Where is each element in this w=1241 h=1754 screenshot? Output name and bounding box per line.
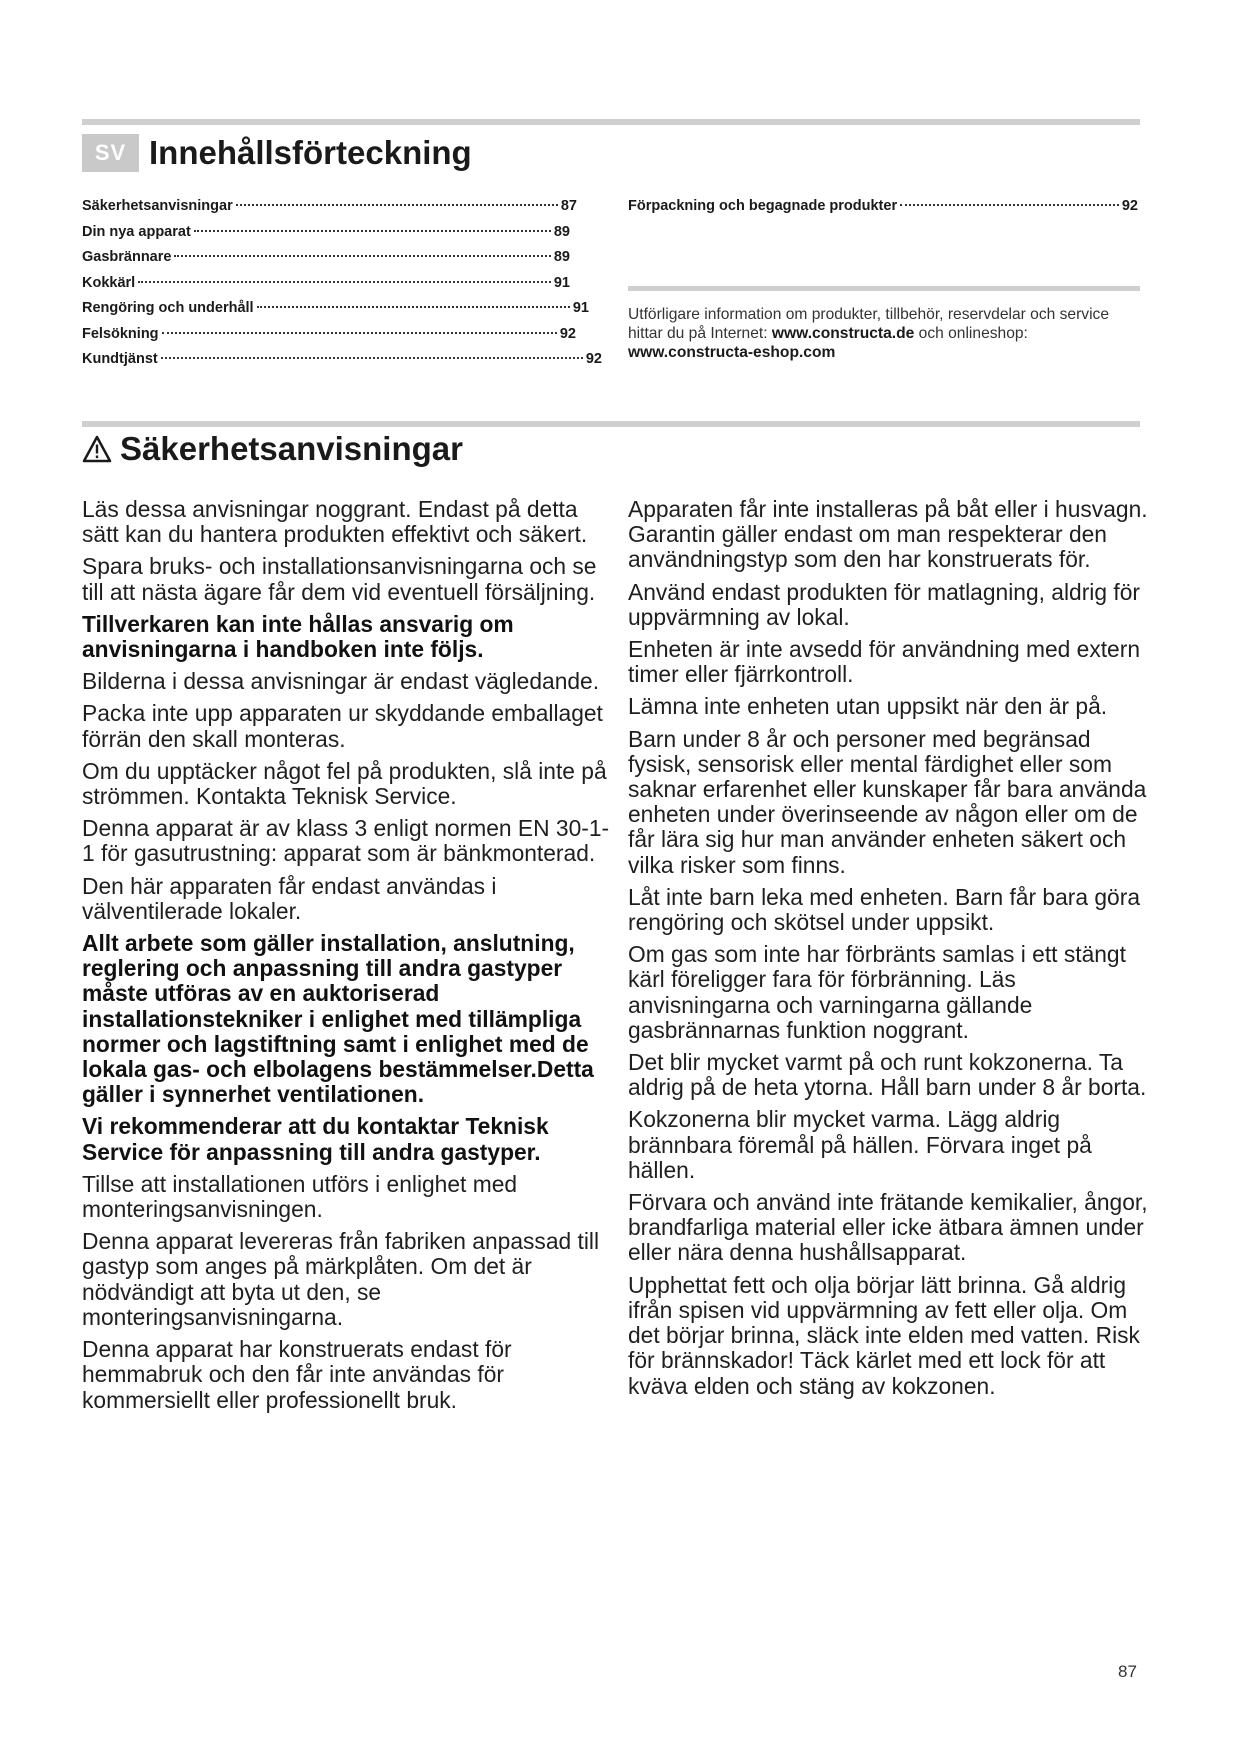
- toc-entry-page: 89: [553, 249, 570, 265]
- left-column: [82, 497, 612, 1420]
- safety-paragraph: Tillverkaren kan inte hållas ansvarig om anvisningarna i handboken inte följs.: [82, 610, 514, 663]
- safety-paragraph: Upphettat fett och olja börjar lätt brinna. Gå aldrig ifrån spisen vid uppvärmning av fett eller olja. Om det börjar brinna, släck inte elden med vatten. Risk för brännskador! Täck kärlet med ett lock för att kväva elden och stäng av kokzonen.: [628, 1271, 1140, 1399]
- toc-entry-label: Felsökning: [82, 325, 159, 342]
- safety-paragraph: Enheten är inte avsedd för användning med extern timer eller fjärrkontroll.: [628, 636, 1141, 688]
- toc-dots: [900, 204, 1119, 206]
- safety-paragraph: Använd endast produkten för matlagning, aldrig för uppvärmning av lokal.: [628, 578, 1140, 630]
- toc-dots: [194, 230, 551, 232]
- toc-dots: [161, 357, 583, 359]
- section-heading: [82, 430, 463, 468]
- safety-paragraph: Om gas som inte har förbränts samlas i ett stängt kärl föreligger fara för förbränning. Läs anvisningarna och varningarna gällande gasbrännarnas funktion noggrant.: [628, 941, 1126, 1043]
- toc-entry-label: Kokkärl: [82, 274, 136, 291]
- warning-triangle-icon: [82, 435, 112, 463]
- toc-entry[interactable]: [628, 198, 1138, 224]
- eshop-link[interactable]: www.constructa-eshop.com: [628, 344, 836, 361]
- safety-paragraph: Läs dessa anvisningar noggrant. Endast på detta sätt kan du hantera produkten effektivt och säkert.: [82, 496, 588, 548]
- section-title: Säkerhetsanvisningar: [120, 430, 463, 467]
- toc-entry-label: Din nya apparat: [82, 223, 191, 240]
- safety-paragraph: Denna apparat levereras från fabriken anpassad till gastyp som anges på märkplåten. Om det är nödvändigt att byta ut den, se monteringsanvisningarna.: [82, 1228, 600, 1330]
- info-text-part: och onlineshop:: [914, 325, 1028, 342]
- toc-entry-label: Förpackning och begagnade produkter: [628, 198, 898, 214]
- toc-entry-page: 91: [572, 300, 589, 316]
- info-text: [628, 305, 1148, 362]
- toc-entry-page: 92: [585, 351, 602, 367]
- section-rule: [82, 421, 1140, 427]
- safety-paragraph: Kokzonerna blir mycket varma. Lägg aldrig brännbara föremål på hällen. Förvara inget på hällen.: [628, 1106, 1092, 1183]
- toc-right: [628, 198, 1138, 224]
- toc-entry[interactable]: [82, 300, 589, 326]
- toc-entry-page: 92: [1121, 198, 1138, 214]
- info-text-part: Utförligare information om produkter, tillbehör, reservdelar och service hittar du på Internet:: [628, 306, 1110, 342]
- safety-paragraph: Lämna inte enheten utan uppsikt när den är på.: [628, 693, 1108, 720]
- toc-dots: [138, 281, 551, 283]
- safety-paragraph: Barn under 8 år och personer med begränsad fysisk, sensorisk eller mental färdighet eller som saknar erfarenhet eller kunskaper får bara använda enheten under överinseende av någon eller om de får lära sig hur man använder enheten säkert och vilka risker som finns.: [628, 725, 1147, 878]
- toc-entry[interactable]: [82, 224, 570, 250]
- toc-entry-label: Rengöring och underhåll: [82, 300, 254, 316]
- safety-paragraph: Bilderna i dessa anvisningar är endast vägledande.: [82, 668, 600, 695]
- language-badge: SV: [82, 134, 139, 172]
- toc-left: [82, 198, 602, 377]
- toc-entry-page: 87: [560, 198, 577, 214]
- toc-dots: [236, 204, 558, 206]
- page-number: 87: [1118, 1662, 1137, 1681]
- safety-paragraph: Det blir mycket varmt på och runt kokzonerna. Ta aldrig på de heta ytorna. Håll barn under 8 år borta.: [628, 1049, 1147, 1101]
- safety-paragraph: Spara bruks- och installationsanvisningarna och se till att nästa ägare får dem vid eventuell försäljning.: [82, 553, 597, 605]
- safety-paragraph: Om du upptäcker något fel på produkten, slå inte på strömmen. Kontakta Teknisk Service.: [82, 757, 607, 810]
- toc-entry[interactable]: [82, 198, 577, 224]
- toc-dots: [174, 255, 550, 257]
- toc-title: Innehållsförteckning: [149, 134, 472, 171]
- toc-header: [82, 134, 472, 172]
- toc-entry-page: 89: [553, 223, 570, 240]
- info-rule: [628, 286, 1140, 291]
- safety-paragraph: Tillse att installationen utförs i enlighet med monteringsanvisningen.: [82, 1170, 518, 1223]
- website-link[interactable]: www.constructa.de: [771, 325, 915, 342]
- safety-paragraph: Vi rekommenderar att du kontaktar Teknisk Service för anpassning till andra gastyper.: [82, 1113, 549, 1165]
- right-column: [628, 497, 1148, 1406]
- safety-paragraph: Apparaten får inte installeras på båt eller i husvagn. Garantin gäller endast om man respekterar den användningstyp som den har konstruerats för.: [628, 496, 1148, 573]
- toc-entry-page: 92: [559, 325, 576, 342]
- toc-entry-label: Kundtjänst: [82, 351, 158, 367]
- toc-entry[interactable]: [82, 326, 576, 352]
- safety-paragraph: Den här apparaten får endast användas i välventilerade lokaler.: [82, 872, 497, 924]
- toc-entry-label: Gasbrännare: [82, 249, 172, 265]
- safety-paragraph: Låt inte barn leka med enheten. Barn får bara göra rengöring och skötsel under uppsikt.: [628, 883, 1140, 936]
- toc-entry-page: 91: [553, 274, 570, 291]
- safety-paragraph: Denna apparat har konstruerats endast för hemmabruk och den får inte användas för kommersiellt eller professionellt bruk.: [82, 1336, 512, 1413]
- safety-paragraph: Denna apparat är av klass 3 enligt normen EN 30-1-1 för gasutrustning: apparat som är bänkmonterad.: [82, 815, 610, 867]
- toc-dots: [162, 332, 557, 334]
- toc-entry-label: Säkerhetsanvisningar: [82, 198, 233, 214]
- top-rule: [82, 119, 1140, 125]
- toc-entry[interactable]: [82, 249, 570, 275]
- safety-paragraph: Allt arbete som gäller installation, anslutning, reglering och anpassning till andra gastyper måste utföras av en auktoriserad installationstekniker i enlighet med tillämpliga normer och lagstiftning samt i enlighet med de lokala gas- och elbolagens bestämmelser.Detta gäller i synnerhet ventilationen.: [82, 930, 594, 1108]
- safety-paragraph: Packa inte upp apparaten ur skyddande emballaget förrän den skall monteras.: [82, 700, 603, 752]
- safety-paragraph: Förvara och använd inte frätande kemikalier, ångor, brandfarliga material eller icke ätbara ämnen under eller nära denna hushållsapparat.: [628, 1189, 1148, 1266]
- toc-entry[interactable]: [82, 275, 570, 301]
- toc-dots: [257, 306, 570, 308]
- toc-entry[interactable]: [82, 351, 602, 377]
